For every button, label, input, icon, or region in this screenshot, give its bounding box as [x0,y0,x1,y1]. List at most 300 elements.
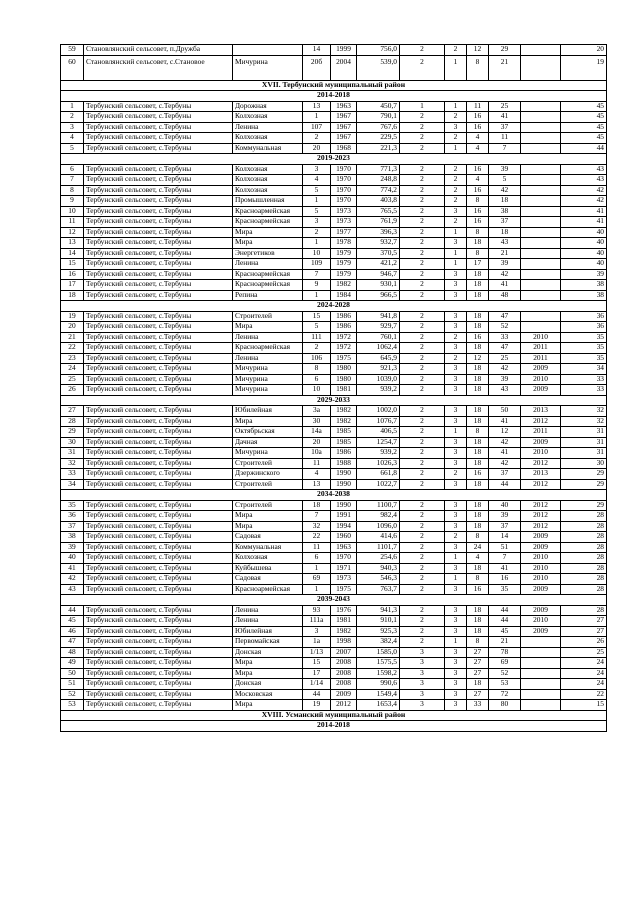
table-row [61,133,607,144]
settlement-cell: Тербунский сельсовет, с.Тербуны [84,448,233,459]
area-cell: 939,2 [357,385,400,396]
residents-cell: 50 [489,406,521,417]
table-row [61,322,607,333]
street-cell: Ленина [233,605,303,616]
wear-percent-cell: 36 [561,311,607,322]
residents-cell: 45 [489,626,521,637]
area-cell: 450,7 [357,101,400,112]
floors-cell: 2 [400,511,445,522]
house-number-cell: 3 [303,217,331,228]
residents-cell: 21 [489,55,521,80]
table-row [61,374,607,385]
floors-cell: 2 [400,259,445,270]
street-cell: Промышленная [233,196,303,207]
period-header [61,301,607,312]
house-number-cell: 22 [303,532,331,543]
floors-cell: 2 [400,616,445,627]
entrances-cell: 3 [445,269,467,280]
residents-cell: 21 [489,248,521,259]
build-year-cell: 1967 [331,112,357,123]
row-number-cell: 19 [61,311,84,322]
row-number-cell: 33 [61,469,84,480]
house-number-cell: 17 [303,668,331,679]
wear-percent-cell: 45 [561,122,607,133]
repair-year-cell [521,206,561,217]
house-number-cell: 20б [303,55,331,80]
build-year-cell: 1968 [331,143,357,154]
street-cell: Колхозная [233,112,303,123]
area-cell: 403,8 [357,196,400,207]
settlement-cell: Тербунский сельсовет, с.Тербуны [84,553,233,564]
floors-cell: 2 [400,248,445,259]
area-cell: 248,8 [357,175,400,186]
floors-cell: 2 [400,217,445,228]
wear-percent-cell: 45 [561,133,607,144]
entrances-cell: 3 [445,511,467,522]
settlement-cell: Тербунский сельсовет, с.Тербуны [84,437,233,448]
row-number-cell: 31 [61,448,84,459]
area-cell: 941,3 [357,605,400,616]
floors-cell: 2 [400,311,445,322]
apartments-cell: 12 [467,353,489,364]
build-year-cell: 1960 [331,532,357,543]
entrances-cell: 3 [445,238,467,249]
residents-cell: 72 [489,689,521,700]
wear-percent-cell: 31 [561,427,607,438]
apartments-cell: 18 [467,406,489,417]
wear-percent-cell: 35 [561,353,607,364]
house-number-cell: 11 [303,458,331,469]
settlement-cell: Тербунский сельсовет, с.Тербуны [84,689,233,700]
apartments-cell: 4 [467,175,489,186]
apartments-cell: 18 [467,679,489,690]
period-title: 2014-2018 [61,91,607,102]
residents-cell: 21 [489,637,521,648]
entrances-cell: 3 [445,689,467,700]
house-number-cell: 7 [303,511,331,522]
repair-year-cell [521,133,561,144]
entrances-cell: 3 [445,458,467,469]
floors-cell: 1 [400,101,445,112]
table-row [61,658,607,669]
residents-cell: 25 [489,353,521,364]
entrances-cell: 3 [445,658,467,669]
build-year-cell: 1979 [331,248,357,259]
build-year-cell: 1979 [331,269,357,280]
repair-year-cell [521,143,561,154]
build-year-cell: 1982 [331,406,357,417]
street-cell: Мичурина [233,448,303,459]
row-number-cell: 13 [61,238,84,249]
build-year-cell: 1985 [331,437,357,448]
settlement-cell: Тербунский сельсовет, с.Тербуны [84,269,233,280]
table-row [61,605,607,616]
floors-cell: 3 [400,658,445,669]
area-cell: 946,7 [357,269,400,280]
row-number-cell: 59 [61,45,84,56]
residents-cell: 80 [489,700,521,711]
street-cell: Юбилейная [233,406,303,417]
row-number-cell: 38 [61,532,84,543]
entrances-cell: 1 [445,637,467,648]
wear-percent-cell: 22 [561,689,607,700]
build-year-cell: 1986 [331,448,357,459]
street-cell: Репина [233,290,303,301]
wear-percent-cell: 33 [561,385,607,396]
floors-cell: 2 [400,322,445,333]
house-number-cell: 2 [303,133,331,144]
entrances-cell: 3 [445,206,467,217]
table-row [61,45,607,56]
settlement-cell: Тербунский сельсовет, с.Тербуны [84,511,233,522]
street-cell: Куйбышева [233,563,303,574]
build-year-cell: 1982 [331,280,357,291]
wear-percent-cell: 29 [561,500,607,511]
apartments-cell: 18 [467,374,489,385]
wear-percent-cell: 40 [561,238,607,249]
wear-percent-cell: 24 [561,679,607,690]
repair-year-cell [521,647,561,658]
apartments-cell: 4 [467,553,489,564]
row-number-cell: 27 [61,406,84,417]
apartments-cell: 11 [467,101,489,112]
repair-year-cell [521,55,561,80]
street-cell: Энергетиков [233,248,303,259]
entrances-cell: 3 [445,122,467,133]
entrances-cell: 3 [445,364,467,375]
build-year-cell: 1980 [331,364,357,375]
house-number-cell: 1 [303,196,331,207]
entrances-cell: 2 [445,164,467,175]
street-cell: Мичурина [233,374,303,385]
house-number-cell: 14а [303,427,331,438]
house-number-cell: 106 [303,353,331,364]
apartments-cell: 18 [467,290,489,301]
area-cell: 939,2 [357,448,400,459]
residents-cell: 43 [489,238,521,249]
period-header [61,490,607,501]
wear-percent-cell: 31 [561,437,607,448]
house-number-cell: 6 [303,374,331,385]
repair-year-cell [521,311,561,322]
entrances-cell: 2 [445,196,467,207]
table-row [61,532,607,543]
table-row [61,343,607,354]
table-row [61,122,607,133]
residents-cell: 18 [489,227,521,238]
street-cell: Колхозная [233,164,303,175]
build-year-cell: 1981 [331,385,357,396]
row-number-cell: 47 [61,637,84,648]
row-number-cell: 30 [61,437,84,448]
apartments-cell: 18 [467,437,489,448]
row-number-cell: 49 [61,658,84,669]
apartments-cell: 18 [467,626,489,637]
build-year-cell: 1967 [331,122,357,133]
area-cell: 941,8 [357,311,400,322]
wear-percent-cell: 28 [561,584,607,595]
floors-cell: 2 [400,332,445,343]
entrances-cell: 3 [445,647,467,658]
table-row [61,553,607,564]
residents-cell: 41 [489,416,521,427]
build-year-cell: 1977 [331,227,357,238]
repair-year-cell [521,185,561,196]
settlement-cell: Тербунский сельсовет, с.Тербуны [84,542,233,553]
build-year-cell: 1986 [331,311,357,322]
floors-cell: 3 [400,647,445,658]
wear-percent-cell: 42 [561,196,607,207]
house-number-cell: 10 [303,385,331,396]
wear-percent-cell: 36 [561,322,607,333]
table-row [61,647,607,658]
entrances-cell: 3 [445,584,467,595]
apartments-cell: 16 [467,332,489,343]
wear-percent-cell: 41 [561,206,607,217]
settlement-cell: Тербунский сельсовет, с.Тербуны [84,626,233,637]
table-row [61,353,607,364]
residents-cell: 12 [489,427,521,438]
entrances-cell: 3 [445,500,467,511]
house-number-cell: 10 [303,248,331,259]
floors-cell: 2 [400,563,445,574]
wear-percent-cell: 30 [561,458,607,469]
apartments-cell: 8 [467,55,489,80]
floors-cell: 2 [400,406,445,417]
settlement-cell: Тербунский сельсовет, с.Тербуны [84,311,233,322]
repair-year-cell [521,175,561,186]
residents-cell: 39 [489,259,521,270]
table-row [61,574,607,585]
residents-cell: 52 [489,668,521,679]
area-cell: 1096,0 [357,521,400,532]
floors-cell: 2 [400,542,445,553]
street-cell: Мира [233,658,303,669]
entrances-cell: 3 [445,322,467,333]
row-number-cell: 29 [61,427,84,438]
wear-percent-cell: 32 [561,416,607,427]
entrances-cell: 1 [445,55,467,80]
residents-cell: 41 [489,563,521,574]
settlement-cell: Тербунский сельсовет, с.Тербуны [84,206,233,217]
house-number-cell: 10а [303,448,331,459]
settlement-cell: Тербунский сельсовет, с.Тербуны [84,605,233,616]
district-title: XVIII. Усманский муниципальный район [61,710,607,721]
house-number-cell: 1 [303,584,331,595]
settlement-cell: Тербунский сельсовет, с.Тербуны [84,364,233,375]
period-header [61,595,607,606]
wear-percent-cell: 28 [561,605,607,616]
floors-cell: 2 [400,227,445,238]
build-year-cell: 1973 [331,206,357,217]
area-cell: 761,9 [357,217,400,228]
repair-year-cell: 2010 [521,448,561,459]
district-section-header [61,710,607,721]
area-cell: 1076,7 [357,416,400,427]
entrances-cell: 1 [445,227,467,238]
entrances-cell: 3 [445,679,467,690]
table-row [61,259,607,270]
table-row [61,406,607,417]
house-number-cell: 5 [303,206,331,217]
period-title: 2039-2043 [61,595,607,606]
row-number-cell: 21 [61,332,84,343]
row-number-cell: 24 [61,364,84,375]
entrances-cell: 3 [445,280,467,291]
row-number-cell: 1 [61,101,84,112]
entrances-cell: 3 [445,700,467,711]
repair-year-cell: 2012 [521,500,561,511]
entrances-cell: 2 [445,332,467,343]
wear-percent-cell: 42 [561,185,607,196]
apartments-cell: 18 [467,280,489,291]
table-row [61,542,607,553]
repair-year-cell [521,259,561,270]
floors-cell: 2 [400,584,445,595]
street-cell: Красноармейская [233,217,303,228]
build-year-cell: 1979 [331,259,357,270]
street-cell: Строителей [233,311,303,322]
wear-percent-cell: 45 [561,112,607,123]
settlement-cell: Тербунский сельсовет, с.Тербуны [84,280,233,291]
row-number-cell: 10 [61,206,84,217]
floors-cell: 2 [400,353,445,364]
house-number-cell: 3 [303,626,331,637]
table-row [61,689,607,700]
settlement-cell: Тербунский сельсовет, с.Тербуны [84,196,233,207]
period-header [61,395,607,406]
floors-cell: 2 [400,479,445,490]
residents-cell: 7 [489,553,521,564]
build-year-cell: 1990 [331,500,357,511]
build-year-cell: 2008 [331,658,357,669]
residents-cell: 11 [489,133,521,144]
apartments-cell: 16 [467,164,489,175]
table-row [61,479,607,490]
repair-year-cell: 2009 [521,532,561,543]
row-number-cell: 17 [61,280,84,291]
build-year-cell: 1971 [331,563,357,574]
repair-year-cell [521,122,561,133]
repair-year-cell [521,45,561,56]
entrances-cell: 3 [445,605,467,616]
area-cell: 229,5 [357,133,400,144]
entrances-cell: 1 [445,574,467,585]
settlement-cell: Тербунский сельсовет, с.Тербуны [84,500,233,511]
entrances-cell: 2 [445,217,467,228]
floors-cell: 2 [400,521,445,532]
settlement-cell: Тербунский сельсовет, с.Тербуны [84,353,233,364]
period-title: 2029-2033 [61,395,607,406]
row-number-cell: 7 [61,175,84,186]
house-number-cell: 3а [303,406,331,417]
table-row [61,238,607,249]
house-number-cell: 4 [303,469,331,480]
repair-year-cell: 2012 [521,479,561,490]
area-cell: 414,6 [357,532,400,543]
area-cell: 645,9 [357,353,400,364]
wear-percent-cell: 39 [561,269,607,280]
table-row [61,311,607,322]
street-cell: Мичурина [233,364,303,375]
repair-year-cell: 2010 [521,553,561,564]
entrances-cell: 3 [445,416,467,427]
settlement-cell: Тербунский сельсовет, с.Тербуны [84,143,233,154]
entrances-cell: 2 [445,112,467,123]
street-cell: Садовая [233,574,303,585]
street-cell: Колхозная [233,185,303,196]
settlement-cell: Тербунский сельсовет, с.Тербуны [84,133,233,144]
settlement-cell: Тербунский сельсовет, с.Тербуны [84,332,233,343]
row-number-cell: 18 [61,290,84,301]
settlement-cell: Тербунский сельсовет, с.Тербуны [84,248,233,259]
residents-cell: 53 [489,679,521,690]
settlement-cell: Тербунский сельсовет, с.Тербуны [84,458,233,469]
street-cell [233,45,303,56]
area-cell: 1062,4 [357,343,400,354]
street-cell: Красноармейская [233,269,303,280]
settlement-cell: Тербунский сельсовет, с.Тербуны [84,616,233,627]
area-cell: 1575,5 [357,658,400,669]
settlement-cell: Тербунский сельсовет, с.Тербуны [84,238,233,249]
house-number-cell: 3 [303,164,331,175]
build-year-cell: 1991 [331,511,357,522]
floors-cell: 2 [400,290,445,301]
repair-year-cell: 2009 [521,437,561,448]
house-number-cell: 20 [303,143,331,154]
repair-year-cell: 2013 [521,469,561,480]
wear-percent-cell: 40 [561,227,607,238]
row-number-cell: 5 [61,143,84,154]
entrances-cell: 1 [445,143,467,154]
residents-cell: 37 [489,122,521,133]
street-cell: Мира [233,416,303,427]
build-year-cell: 1985 [331,427,357,438]
entrances-cell: 2 [445,175,467,186]
wear-percent-cell: 38 [561,290,607,301]
repair-year-cell: 2010 [521,616,561,627]
wear-percent-cell: 40 [561,248,607,259]
wear-percent-cell: 38 [561,280,607,291]
area-cell: 1585,0 [357,647,400,658]
table-row [61,437,607,448]
wear-percent-cell: 28 [561,521,607,532]
area-cell: 661,8 [357,469,400,480]
settlement-cell: Тербунский сельсовет, с.Тербуны [84,259,233,270]
row-number-cell: 16 [61,269,84,280]
floors-cell: 2 [400,574,445,585]
street-cell: Донская [233,647,303,658]
entrances-cell: 3 [445,406,467,417]
house-number-cell: 1а [303,637,331,648]
table-row [61,290,607,301]
residents-cell: 44 [489,605,521,616]
street-cell: Коммунальная [233,542,303,553]
row-number-cell: 2 [61,112,84,123]
wear-percent-cell: 27 [561,616,607,627]
settlement-cell: Тербунский сельсовет, с.Тербуны [84,479,233,490]
floors-cell: 2 [400,196,445,207]
table-row [61,637,607,648]
table-row [61,196,607,207]
street-cell: Юбилейная [233,626,303,637]
street-cell: Красноармейская [233,280,303,291]
floors-cell: 2 [400,469,445,480]
settlement-cell: Тербунский сельсовет, с.Тербуны [84,227,233,238]
settlement-cell: Тербунский сельсовет, с.Тербуны [84,322,233,333]
row-number-cell: 26 [61,385,84,396]
wear-percent-cell: 28 [561,574,607,585]
